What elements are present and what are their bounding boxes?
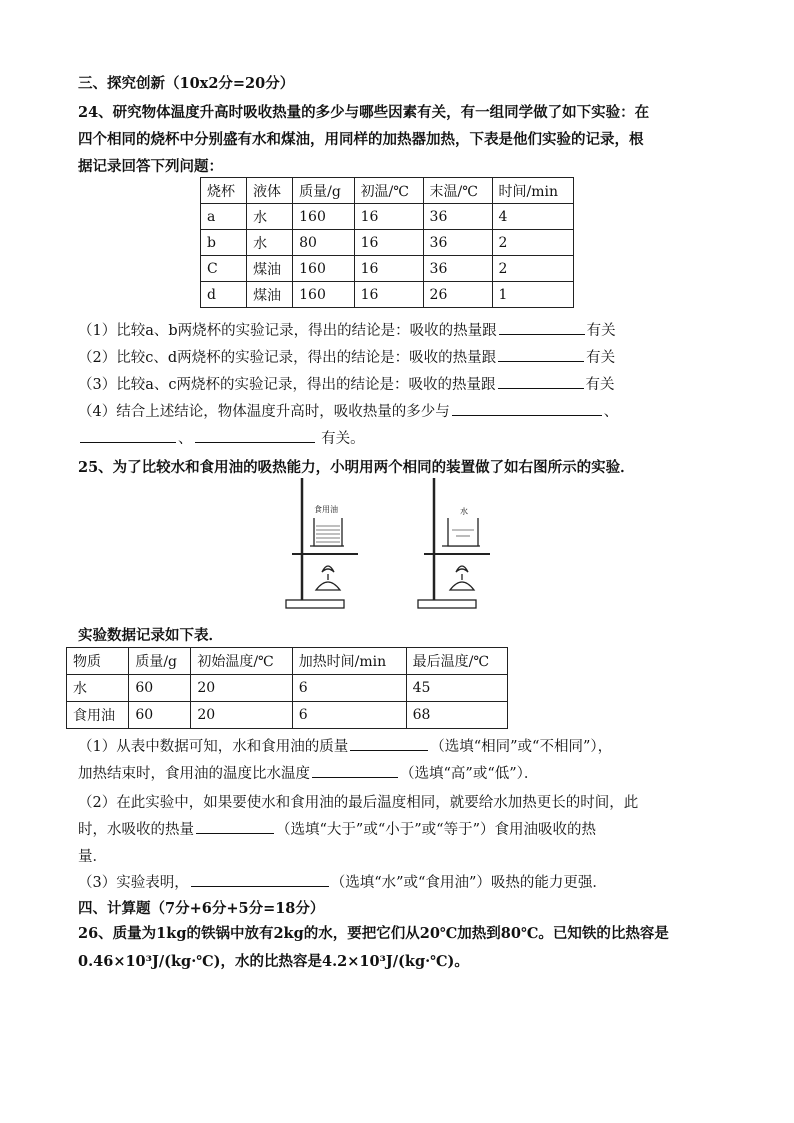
q24-sub4-sep1: 、 xyxy=(603,404,619,420)
table-header-cell: 初始温度/℃ xyxy=(191,648,292,675)
table-cell: 26 xyxy=(423,282,492,308)
table-cell: 160 xyxy=(293,282,354,308)
table-header-cell: 末温/℃ xyxy=(423,178,492,204)
table-cell: 16 xyxy=(354,282,423,308)
q25-table-intro: 实验数据记录如下表． xyxy=(78,627,223,644)
q25-sub1-text: （1）从表中数据可知，水和食用油的质量 xyxy=(78,739,349,755)
answer-blank[interactable] xyxy=(191,872,329,887)
right-alcohol-lamp xyxy=(450,582,474,590)
table-cell: 6 xyxy=(292,702,406,729)
table-cell: 45 xyxy=(406,675,507,702)
answer-blank[interactable] xyxy=(195,428,315,443)
table-cell: d xyxy=(201,282,247,308)
table-cell: 6 xyxy=(292,675,406,702)
table-cell: 36 xyxy=(423,230,492,256)
table-cell: 68 xyxy=(406,702,507,729)
q25-sub3-hint: （选填“水”或“食用油”）吸热的能力更强． xyxy=(330,875,607,891)
q25-sub2-end: 量． xyxy=(78,849,107,865)
q25-sub1 xyxy=(78,735,612,756)
table-header-cell: 烧杯 xyxy=(201,178,247,204)
left-stand-base xyxy=(286,600,344,608)
table-header-cell: 最后温度/℃ xyxy=(406,648,507,675)
q24-table xyxy=(200,177,574,308)
answer-blank[interactable] xyxy=(350,736,428,751)
right-apparatus xyxy=(418,478,490,608)
table-cell: 16 xyxy=(354,204,423,230)
q25-sub3 xyxy=(78,871,607,892)
answer-blank[interactable] xyxy=(498,347,584,362)
table-row xyxy=(201,256,574,282)
section4-title: 四、计算题（7分+6分+5分=18分） xyxy=(78,900,325,917)
answer-blank[interactable] xyxy=(498,374,584,389)
q24-sub3-text: （3）比较a、c两烧杯的实验记录，得出的结论是：吸收的热量跟 xyxy=(78,377,496,393)
table-header-cell: 液体 xyxy=(247,178,293,204)
q25-sub2-hint: （选填“大于”或“小于”或“等于”）食用油吸收的热 xyxy=(276,822,596,838)
q24-sub3-tail: 有关 xyxy=(585,377,615,393)
right-beaker xyxy=(448,518,478,546)
table-cell: 2 xyxy=(492,256,574,282)
table-cell: 水 xyxy=(247,230,293,256)
left-beaker-label: 食用油 xyxy=(314,505,338,514)
table-header-cell: 质量/g xyxy=(129,648,191,675)
table-row xyxy=(201,230,574,256)
table-cell: 160 xyxy=(293,204,354,230)
q24-sub1-text: （1）比较a、b两烧杯的实验记录，得出的结论是：吸收的热量跟 xyxy=(78,323,497,339)
left-apparatus xyxy=(286,478,358,608)
right-flame xyxy=(456,566,468,572)
left-flame xyxy=(322,566,334,572)
table-cell: 2 xyxy=(492,230,574,256)
q26-line1: 26、质量为1kg的铁锅中放有2kg的水，要把它们从20℃加热到80℃。已知铁的比热容是 xyxy=(78,925,669,942)
answer-blank[interactable] xyxy=(452,401,602,416)
table-header-row xyxy=(67,648,508,675)
table-cell: 60 xyxy=(129,702,191,729)
q24-stem-line1: 24、研究物体温度升高时吸收热量的多少与哪些因素有关，有一组同学做了如下实验：在 xyxy=(78,104,650,121)
answer-blank[interactable] xyxy=(499,320,585,335)
table-cell: 16 xyxy=(354,230,423,256)
table-cell: 20 xyxy=(191,702,292,729)
table-row xyxy=(201,282,574,308)
q25-sub2-cont xyxy=(78,818,596,839)
table-cell: a xyxy=(201,204,247,230)
q24-sub4-sep2: 、 xyxy=(178,431,193,447)
table-cell: 160 xyxy=(293,256,354,282)
table-header-cell: 物质 xyxy=(67,648,129,675)
heating-apparatus-figure xyxy=(284,474,490,616)
table-row xyxy=(201,204,574,230)
table-cell: 36 xyxy=(423,256,492,282)
q24-sub4 xyxy=(78,400,618,421)
q24-sub2-tail: 有关 xyxy=(586,350,616,366)
section3-title: 三、探究创新（10x2分=20分） xyxy=(78,75,295,92)
q24-sub4-text: （4）结合上述结论，物体温度升高时，吸收热量的多少与 xyxy=(78,404,450,420)
table-cell: 水 xyxy=(247,204,293,230)
q25-sub1-hint2: （选填“高”或“低”）． xyxy=(400,766,539,782)
table-cell: 4 xyxy=(492,204,574,230)
q24-sub2-text: （2）比较c、d两烧杯的实验记录，得出的结论是：吸收的热量跟 xyxy=(78,350,497,366)
table-cell: 20 xyxy=(191,675,292,702)
q24-stem-line3: 据记录回答下列问题： xyxy=(78,158,223,175)
q24-sub1-tail: 有关 xyxy=(586,323,616,339)
q24-sub2 xyxy=(78,346,615,367)
q25-sub1-hint: （选填“相同”或“不相同”）， xyxy=(430,739,613,755)
table-header-cell: 初温/℃ xyxy=(354,178,423,204)
q24-sub4-cont xyxy=(78,427,365,448)
table-header-cell: 质量/g xyxy=(293,178,354,204)
q25-table xyxy=(66,647,508,729)
table-cell: 食用油 xyxy=(67,702,129,729)
right-stand-base xyxy=(418,600,476,608)
table-cell: 1 xyxy=(492,282,574,308)
table-header-row xyxy=(201,178,574,204)
table-cell: b xyxy=(201,230,247,256)
answer-blank[interactable] xyxy=(196,819,274,834)
table-cell: C xyxy=(201,256,247,282)
q25-sub3-text: （3）实验表明， xyxy=(78,875,189,891)
table-cell: 煤油 xyxy=(247,256,293,282)
q24-sub3 xyxy=(78,373,615,394)
table-cell: 水 xyxy=(67,675,129,702)
table-header-cell: 时间/min xyxy=(492,178,574,204)
answer-blank[interactable] xyxy=(80,428,176,443)
q24-stem-line2: 四个相同的烧杯中分别盛有水和煤油，用同样的加热器加热，下表是他们实验的记录，根 xyxy=(78,131,644,148)
left-alcohol-lamp xyxy=(316,582,340,590)
q24-sub4-tail: 有关。 xyxy=(321,431,365,447)
q25-stem: 25、为了比较水和食用油的吸热能力，小明用两个相同的装置做了如右图所示的实验． xyxy=(78,459,635,476)
q24-sub1 xyxy=(78,319,616,340)
table-row xyxy=(67,702,508,729)
q25-sub1-text2: 加热结束时，食用油的温度比水温度 xyxy=(78,766,310,782)
q25-sub2: （2）在此实验中，如果要使水和食用油的最后温度相同，就要给水加热更长的时间，此 xyxy=(78,795,639,811)
q25-sub1-cont xyxy=(78,762,538,783)
answer-blank[interactable] xyxy=(312,763,398,778)
table-cell: 36 xyxy=(423,204,492,230)
table-cell: 80 xyxy=(293,230,354,256)
right-beaker-label: 水 xyxy=(460,507,468,516)
table-cell: 60 xyxy=(129,675,191,702)
table-cell: 16 xyxy=(354,256,423,282)
table-row xyxy=(67,675,508,702)
table-cell: 煤油 xyxy=(247,282,293,308)
q26-line2: 0.46×10³J/(kg·℃)，水的比热容是4.2×10³J/(kg·℃)。 xyxy=(78,953,469,970)
q25-sub2-text: 时，水吸收的热量 xyxy=(78,822,194,838)
table-header-cell: 加热时间/min xyxy=(292,648,406,675)
